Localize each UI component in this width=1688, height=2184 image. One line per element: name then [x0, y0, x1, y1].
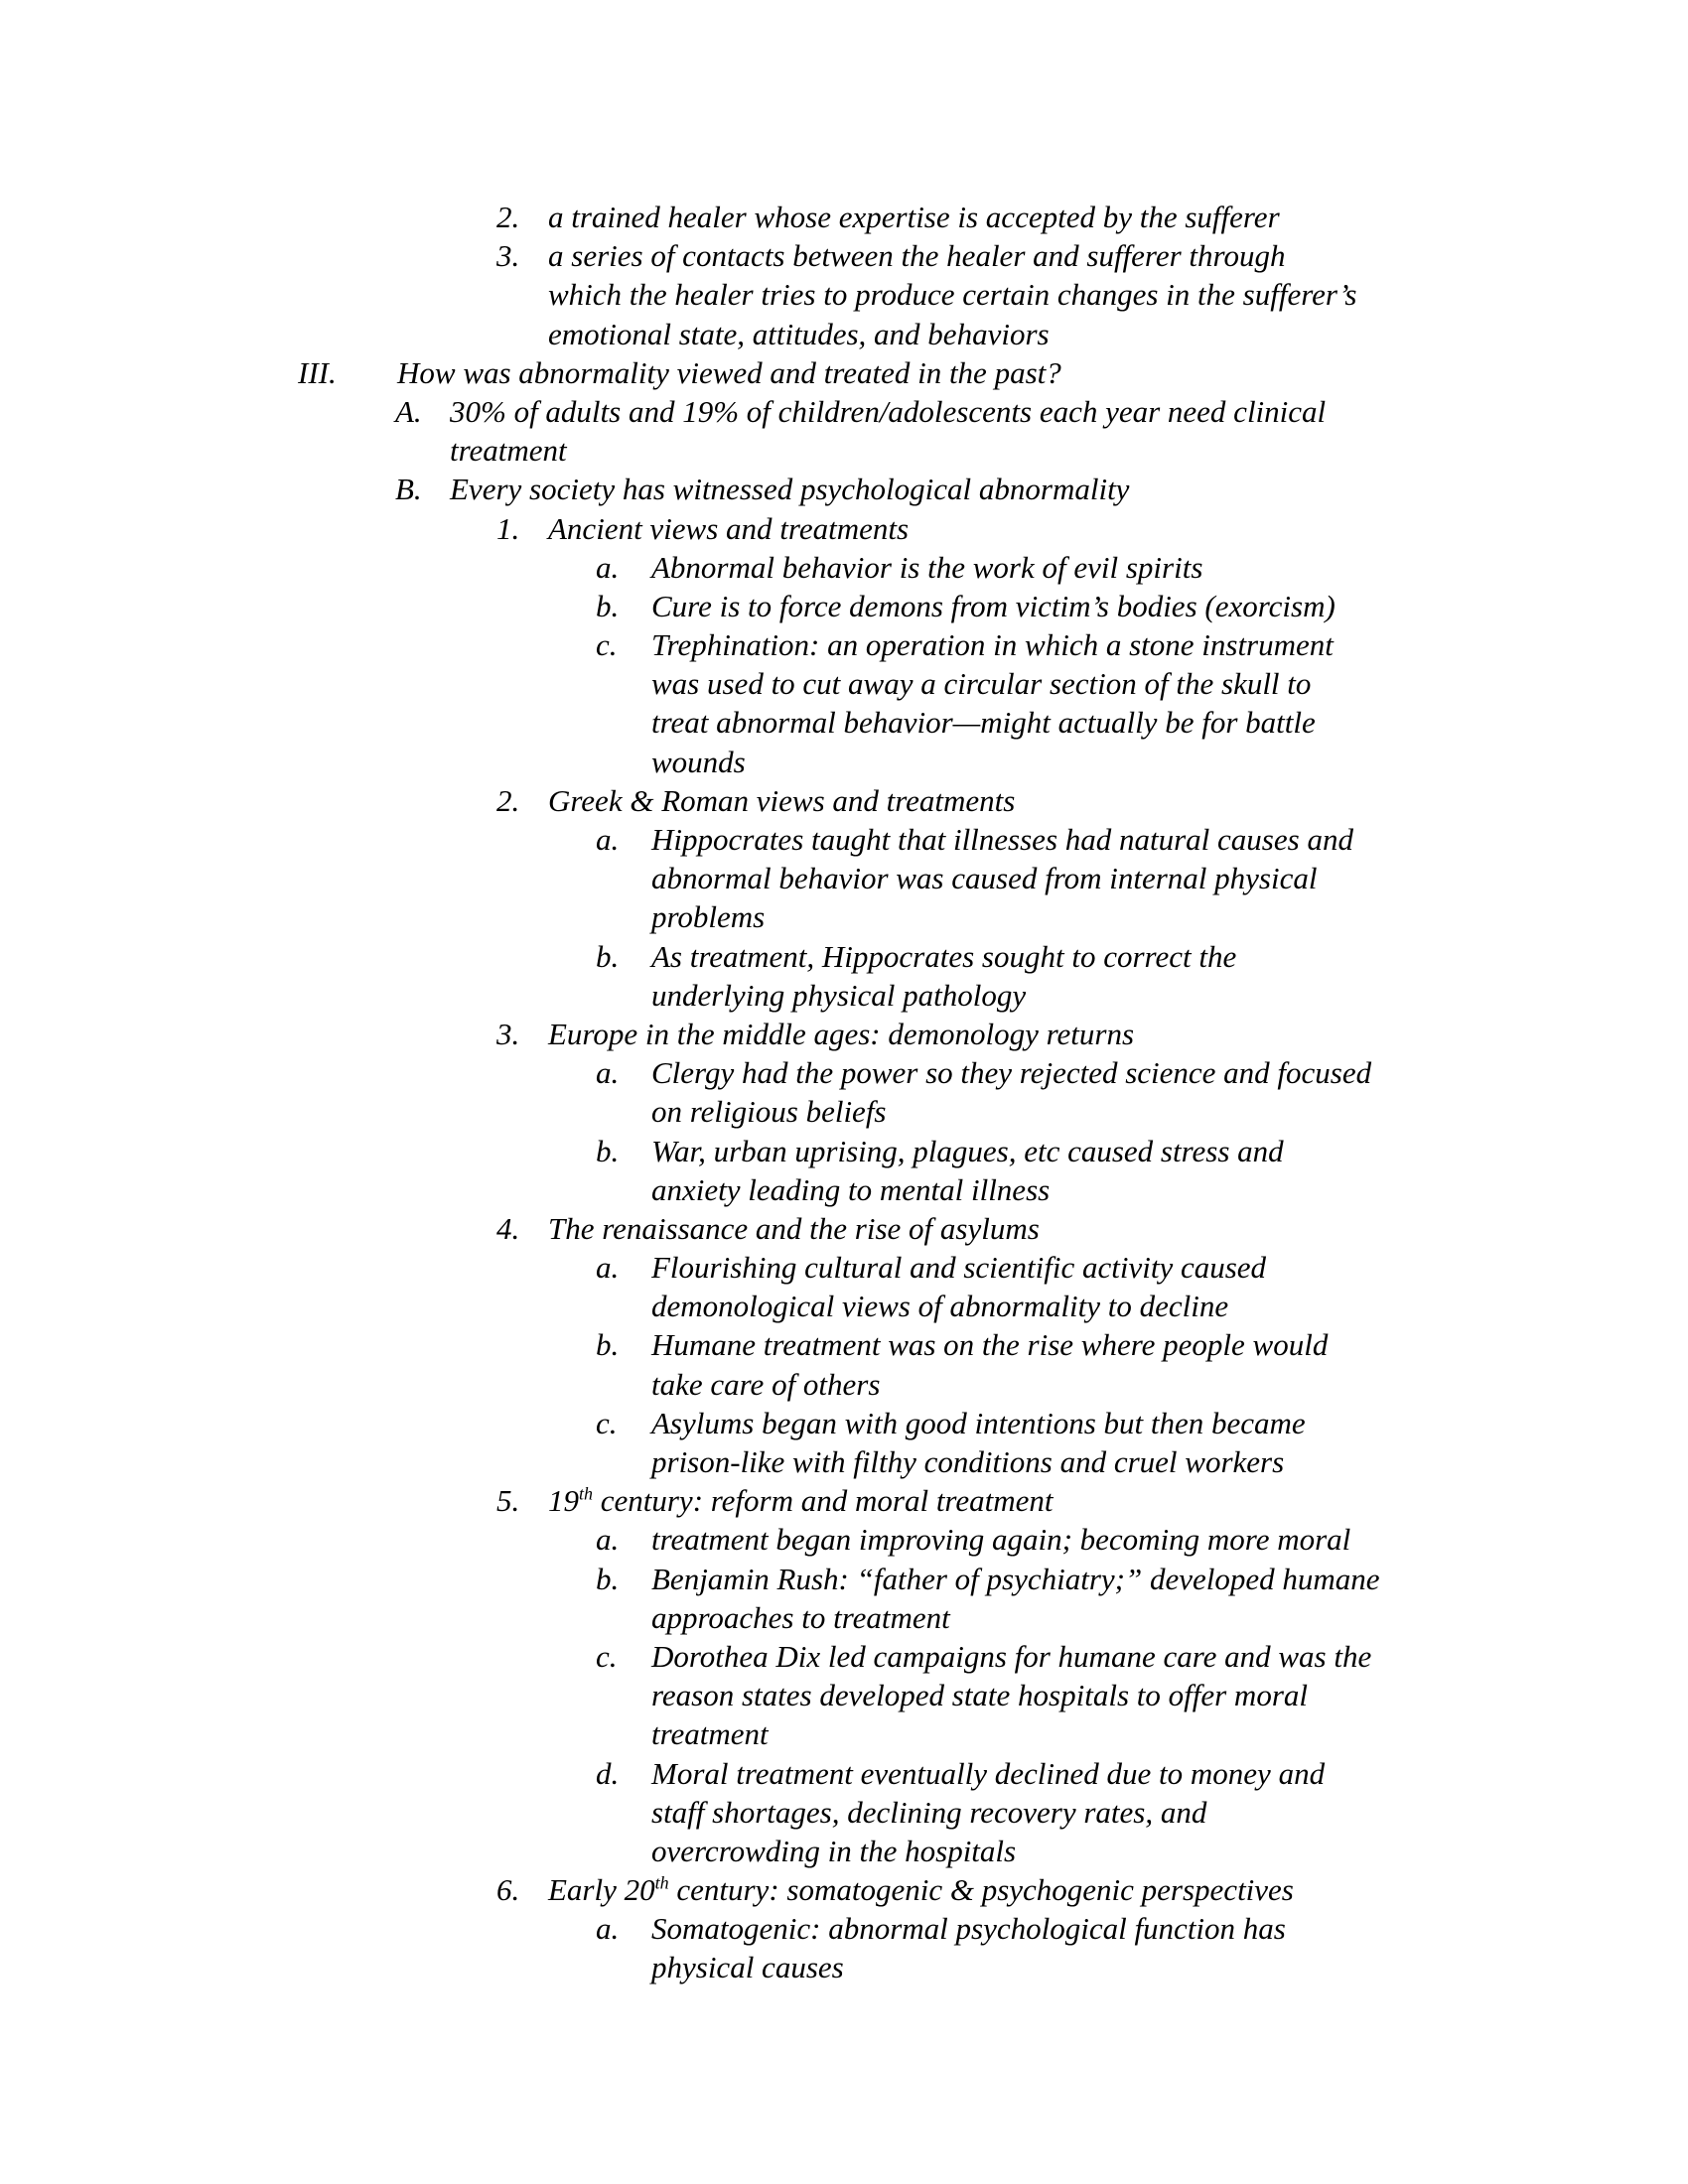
line-text: 30% of adults and 19% of children/adolescents each year need clinical [450, 393, 1327, 429]
outline-line [0, 1676, 1688, 1714]
line-text: a series of contacts between the healer and sufferer through [548, 238, 1286, 274]
line-text: staff shortages, declining recovery rates, and [651, 1794, 1207, 1830]
line-text: Somatogenic: abnormal psychological function has [651, 1911, 1286, 1947]
line-text: Clergy had the power so they rejected science and focused [651, 1055, 1372, 1091]
line-text: prison-like with filthy conditions and cruel workers [651, 1444, 1285, 1479]
line-text: How was abnormality viewed and treated in the past? [397, 354, 1061, 390]
list-marker: III. [298, 354, 337, 390]
list-marker: c. [596, 627, 618, 663]
outline-line [0, 1481, 1688, 1520]
outline-line [0, 1520, 1688, 1559]
line-text: Early 20 [548, 1872, 655, 1908]
outline-line [0, 1209, 1688, 1248]
line-text: Dorothea Dix led campaigns for humane care and was the [651, 1638, 1372, 1674]
list-marker: a. [596, 1250, 620, 1286]
line-text: Flourishing cultural and scientific activity caused [651, 1250, 1267, 1286]
outline-line [0, 1132, 1688, 1170]
line-text: wounds [651, 744, 746, 779]
line-text: demonological views of abnormality to decline [651, 1289, 1229, 1324]
outline-line [0, 781, 1688, 820]
outline-line [0, 1560, 1688, 1598]
line-text: overcrowding in the hospitals [651, 1833, 1017, 1868]
outline-line [0, 703, 1688, 742]
outline-line [0, 509, 1688, 548]
outline-line [0, 470, 1688, 508]
line-text: was used to cut away a circular section of the skull to [651, 666, 1312, 702]
line-text: Cure is to force demons from victim’s bodies (exorcism) [651, 588, 1336, 623]
list-marker: 3. [496, 1016, 520, 1051]
list-marker: b. [596, 1133, 620, 1168]
list-marker: b. [596, 588, 620, 623]
superscript-text: th [579, 1483, 593, 1504]
line-text: approaches to treatment [651, 1599, 950, 1635]
line-text: The renaissance and the rise of asylums [548, 1210, 1040, 1246]
line-text: which the healer tries to produce certain changes in the sufferer’s [548, 277, 1357, 313]
list-marker: b. [596, 1561, 620, 1596]
line-text: treatment [450, 433, 567, 469]
line-text: Abnormal behavior is the work of evil spirits [651, 549, 1203, 585]
outline-line [0, 548, 1688, 587]
outline-line [0, 1870, 1688, 1909]
line-text: century: reform and moral treatment [592, 1483, 1054, 1519]
list-marker: d. [596, 1755, 620, 1791]
outline-line [0, 1248, 1688, 1287]
list-marker: c. [596, 1405, 618, 1440]
outline-line [0, 664, 1688, 703]
outline-line [0, 1637, 1688, 1676]
line-text: century: somatogenic & psychogenic perspectives [668, 1872, 1294, 1908]
outline-line [0, 198, 1688, 236]
line-text: anxiety leading to mental illness [651, 1171, 1051, 1207]
outline-line [0, 236, 1688, 275]
outline-line [0, 1948, 1688, 1986]
outline-line [0, 897, 1688, 936]
line-text: Humane treatment was on the rise where people would [651, 1327, 1329, 1363]
outline-line [0, 1170, 1688, 1209]
list-marker: 3. [496, 238, 520, 274]
outline-line [0, 1714, 1688, 1753]
outline-line [0, 1287, 1688, 1325]
list-marker: b. [596, 1327, 620, 1363]
line-text: Ancient views and treatments [548, 510, 910, 546]
line-text: underlying physical pathology [651, 977, 1027, 1013]
outline-line [0, 1754, 1688, 1793]
list-marker: 1. [496, 510, 520, 546]
line-text: As treatment, Hippocrates sought to correct the [651, 938, 1237, 974]
line-text: 19 [548, 1483, 579, 1519]
list-marker: a. [596, 822, 620, 857]
line-text: Trephination: an operation in which a stone instrument [651, 627, 1334, 663]
line-text: Hippocrates taught that illnesses had natural causes and [651, 822, 1353, 857]
line-text: physical causes [651, 1950, 844, 1985]
outline-line [0, 1832, 1688, 1870]
outline-line [0, 976, 1688, 1015]
outline-line [0, 1092, 1688, 1131]
list-marker: a. [596, 1055, 620, 1091]
list-marker: a. [596, 1522, 620, 1558]
line-text: problems [651, 899, 766, 935]
line-text: Benjamin Rush: “father of psychiatry;” developed humane [651, 1561, 1380, 1596]
line-text: War, urban uprising, plagues, etc caused stress and [651, 1133, 1284, 1168]
outline-line [0, 392, 1688, 431]
line-text: emotional state, attitudes, and behaviors [548, 316, 1050, 351]
line-text: on religious beliefs [651, 1094, 887, 1130]
outline-line [0, 1909, 1688, 1948]
outline-line [0, 1053, 1688, 1092]
line-text: take care of others [651, 1366, 881, 1402]
list-marker: B. [395, 472, 422, 507]
outline-line [0, 743, 1688, 781]
outline-line [0, 859, 1688, 897]
outline-line [0, 937, 1688, 976]
line-text: abnormal behavior was caused from internal physical [651, 861, 1318, 896]
list-marker: b. [596, 938, 620, 974]
list-marker: a. [596, 1911, 620, 1947]
outline-line [0, 315, 1688, 353]
line-text: Moral treatment eventually declined due to money and [651, 1755, 1326, 1791]
list-marker: A. [395, 393, 422, 429]
outline-line [0, 1442, 1688, 1481]
line-text: Every society has witnessed psychological abnormality [450, 472, 1130, 507]
line-text: Europe in the middle ages: demonology returns [548, 1016, 1135, 1051]
outline-line [0, 431, 1688, 470]
list-marker: c. [596, 1638, 618, 1674]
line-text: a trained healer whose expertise is accepted by the sufferer [548, 200, 1280, 234]
outline-line [0, 353, 1688, 392]
outline-line [0, 1365, 1688, 1404]
line-text: Asylums began with good intentions but then became [651, 1405, 1306, 1440]
list-marker: 6. [496, 1872, 520, 1908]
line-text: treatment [651, 1716, 769, 1752]
line-text: treat abnormal behavior—might actually be for battle [651, 705, 1316, 741]
superscript-text: th [654, 1872, 669, 1893]
list-marker: a. [596, 549, 620, 585]
list-marker: 4. [496, 1210, 520, 1246]
outline-line [0, 1793, 1688, 1832]
list-marker: 2. [496, 200, 520, 234]
line-text: treatment began improving again; becoming more moral [651, 1522, 1351, 1558]
line-text: reason states developed state hospitals to offer moral [651, 1678, 1308, 1713]
outline-line [0, 1015, 1688, 1053]
outline-list [0, 198, 1688, 1987]
list-marker: 2. [496, 782, 520, 818]
outline-line [0, 275, 1688, 314]
outline-line [0, 625, 1688, 664]
outline-line [0, 820, 1688, 859]
outline-line [0, 1598, 1688, 1637]
outline-line [0, 1325, 1688, 1364]
line-text: Greek & Roman views and treatments [548, 782, 1016, 818]
outline-line [0, 1404, 1688, 1442]
list-marker: 5. [496, 1483, 520, 1519]
outline-line [0, 587, 1688, 625]
